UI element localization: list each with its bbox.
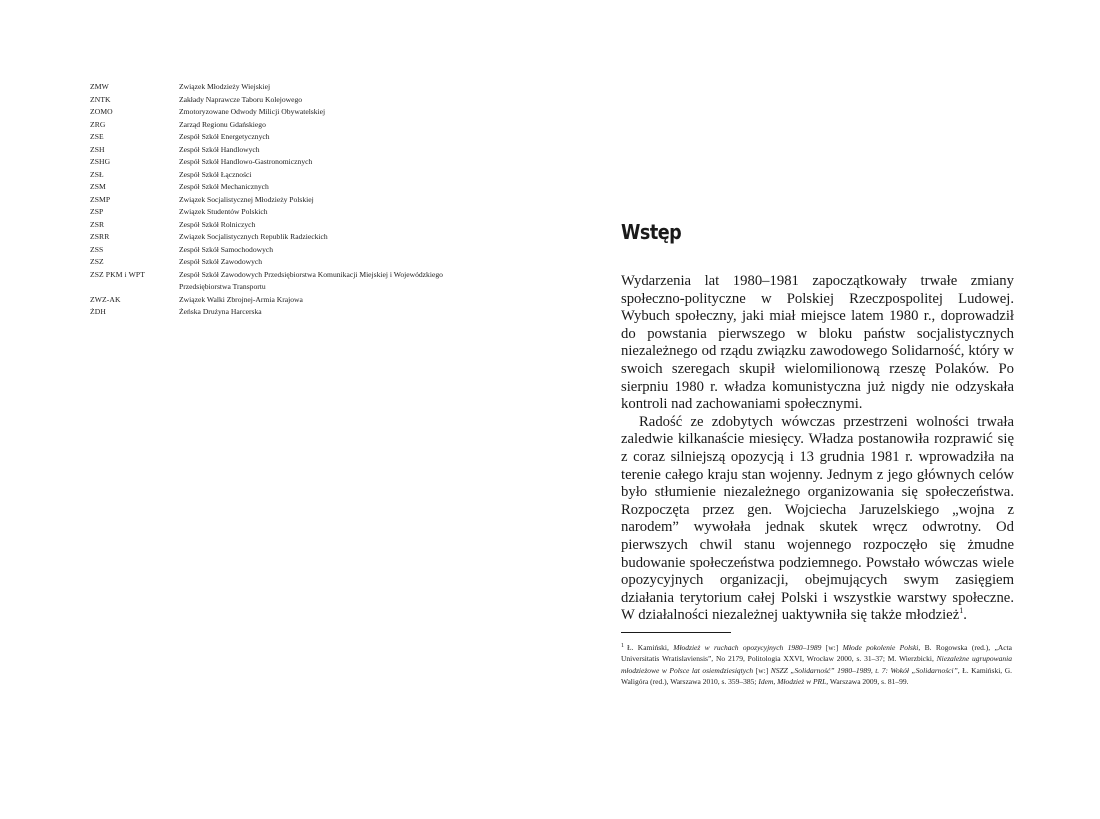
abbreviation-code: ZMW — [90, 82, 109, 91]
footnote-italic-segment: Młodzież w PRL — [777, 676, 827, 686]
abbreviation-row — [90, 169, 510, 182]
right-page — [550, 0, 1100, 819]
abbreviation-code: ZRG — [90, 119, 106, 129]
footnote-italic-segment: Niezależne ugrupowania młodzieżowe w Polsce lat osiemdziesiątych — [621, 654, 1012, 675]
abbreviation-definition — [179, 219, 510, 232]
footnote-segment: , Ł. Kamiński, G. Waligóra (red.), Warszawa 2010, s. 359–385; — [621, 665, 1012, 686]
paragraph-2 — [621, 414, 1014, 625]
abbreviation-definition-text: Związek Socjalistycznej Młodzieży Polskiej — [179, 194, 314, 204]
footnote-italic-segment: NSZZ „Solidarność” 1980–1989, t. 7: Wokół „Solidarności” — [770, 665, 958, 675]
footnote-number: 1 — [621, 642, 624, 649]
abbreviation-row — [90, 306, 510, 319]
abbreviation-definition — [179, 119, 510, 132]
abbreviation-code: ZSH — [90, 144, 105, 154]
abbreviation-definition — [179, 94, 510, 107]
footnote-segment: [w:] — [821, 643, 843, 652]
abbreviation-definition — [179, 256, 510, 269]
abbreviation-definition-text: Zespół Szkół Łączności — [179, 169, 252, 179]
abbreviation-definition-text: Zespół Szkół Mechanicznych — [179, 182, 269, 191]
footnote-segment: , B. Rogowska (red.), „Acta Universitatis Wratislaviensis”, No 2179, Politologia XXVI, Wrocław 2000, s. 31–37; M. Wierzbicki, — [621, 643, 1013, 664]
abbreviation-definition-text: Żeńska Drużyna Harcerska — [179, 307, 262, 316]
abbreviation-list — [90, 81, 510, 319]
abbreviation-code: ZSZ — [90, 257, 104, 266]
abbreviation-definition — [179, 306, 510, 319]
abbreviation-code: ŻDH — [90, 307, 106, 316]
footnote-text — [621, 643, 1012, 686]
footnote-italic-segment: Młode pokolenie Polski — [842, 643, 919, 652]
abbreviation-row — [90, 144, 510, 157]
abbreviation-code: ZSR — [90, 219, 105, 229]
abbreviation-definition-continuation: Przedsiębiorstwa Transportu — [179, 282, 266, 291]
abbreviation-row — [90, 206, 510, 219]
abbreviation-row — [90, 119, 510, 132]
abbreviation-definition-text: Zespół Szkół Zawodowych Przedsiębiorstwa Komunikacji Miejskiej i Wojewódzkiego — [179, 269, 443, 279]
paragraph-1: Wydarzenia lat 1980–1981 zapoczątkowały trwałe zmiany społeczno-polityczne w Polskiej Rzeczpospolitej Ludowej. Wybuch społeczny, jaki miał miejsce latem 1980 r., doprowadził do powstania pierwszego w bloku państw socjalistycznych niezależnego od rządu związku zawodowego Solidarność, który w swoich szeregach skupił wielomilionową rzeszę Polaków. Po sierpniu 1980 r. władza komunistyczna już nigdy nie odzyskała kontroli nad zachowaniami społecznymi. — [621, 273, 1014, 413]
paragraph-2-end: . — [963, 607, 967, 624]
footnote-segment: [w:] — [753, 665, 771, 675]
abbreviation-code: ZSHG — [90, 157, 111, 166]
abbreviation-code: ZNTK — [90, 94, 111, 104]
abbreviation-definition — [179, 294, 510, 307]
abbreviation-definition — [179, 206, 510, 219]
abbreviation-definition-text: Związek Socjalistycznych Republik Radzieckich — [179, 232, 328, 241]
footnote-italic-segment: Idem — [758, 676, 774, 686]
abbreviation-code: ZSMP — [90, 194, 111, 204]
abbreviation-definition — [179, 131, 510, 144]
abbreviation-definition — [179, 181, 510, 194]
abbreviation-definition — [179, 194, 510, 207]
abbreviation-row — [90, 219, 510, 232]
footnote-segment: , — [773, 676, 778, 686]
abbreviation-row — [90, 231, 510, 244]
abbreviation-code: ZSŁ — [90, 169, 104, 179]
abbreviation-row — [90, 131, 510, 144]
abbreviation-definition — [179, 106, 510, 119]
abbreviation-definition-text: Zespół Szkół Handlowych — [179, 144, 260, 154]
footnote-italic-segment: Młodzież w ruchach opozycyjnych 1980–1989 — [673, 643, 822, 652]
abbreviation-row — [90, 106, 510, 119]
abbreviation-code: ZSM — [90, 182, 106, 191]
abbreviation-definition-text: Zespół Szkół Energetycznych — [179, 132, 270, 141]
abbreviation-code: ZSP — [90, 207, 104, 216]
abbreviation-code: ZSS — [90, 244, 104, 254]
abbreviation-row — [90, 156, 510, 169]
abbreviation-definition — [179, 144, 510, 157]
abbreviation-definition — [179, 244, 510, 257]
abbreviation-definition-text: Zespół Szkół Handlowo-Gastronomicznych — [179, 157, 313, 166]
chapter-title: Wstęp — [621, 220, 682, 244]
abbreviation-definition-text: Zmotoryzowane Odwody Milicji Obywatelskiej — [179, 107, 326, 116]
paragraph-2-text: Radość ze zdobytych wówczas przestrzeni wolności trwała zaledwie kilkanaście miesięcy. Władza postanowiła rozprawić się z coraz silniejszą opozycją i 13 grudnia 1981 r. wprowadziła na terenie całego kraju stan wojenny. Jednym z jego głównych celów było stłumienie niezależnego organizowania się społeczeństwa. Rozpoczęta przez gen. Wojciecha Jaruzelskiego „wojna z narodem” wywołała jednak skutek wręcz odwrotny. Od pierwszych chwil stanu wojennego rozpoczęło się żmudne budowanie społeczeństwa podziemnego. Powstało wówczas wiele opozycyjnych organizacji, obejmujących swym zasięgiem działania terytorium całej Polski i wszystkie warstwy społeczne. W działalności niezależnej uaktywniła się także młodzież — [621, 413, 1014, 624]
abbreviation-definition-text: Zarząd Regionu Gdańskiego — [179, 119, 266, 129]
footnote-divider — [621, 632, 731, 633]
chapter-body — [621, 273, 1014, 625]
abbreviation-row — [90, 81, 510, 94]
footnote-segment: , Warszawa 2009, s. 81–99. — [826, 676, 909, 686]
abbreviation-code: ZSE — [90, 132, 104, 141]
footnote-segment: Ł. Kamiński, — [627, 643, 674, 652]
abbreviation-row — [90, 269, 510, 294]
abbreviation-definition-text: Związek Studentów Polskich — [179, 207, 268, 216]
abbreviation-row — [90, 256, 510, 269]
abbreviation-definition-text: Zakłady Naprawcze Taboru Kolejowego — [179, 94, 303, 104]
abbreviation-definition-text: Związek Młodzieży Wiejskiej — [179, 82, 271, 91]
footnote-reference[interactable]: 1 — [959, 606, 964, 616]
footnote — [621, 642, 1012, 687]
abbreviation-definition-text: Zespół Szkół Samochodowych — [179, 244, 274, 254]
abbreviation-code: ZSRR — [90, 232, 110, 241]
abbreviation-row — [90, 94, 510, 107]
abbreviation-definition-text: Zespół Szkół Zawodowych — [179, 257, 263, 266]
abbreviation-definition — [179, 156, 510, 169]
abbreviation-definition — [179, 269, 510, 294]
abbreviation-definition-text: Związek Walki Zbrojnej-Armia Krajowa — [179, 294, 303, 304]
abbreviation-definition-text: Zespół Szkół Rolniczych — [179, 219, 256, 229]
abbreviation-row — [90, 244, 510, 257]
abbreviation-definition — [179, 169, 510, 182]
abbreviation-definition — [179, 231, 510, 244]
abbreviation-definition — [179, 81, 510, 94]
abbreviation-code: ZOMO — [90, 107, 113, 116]
abbreviation-row — [90, 181, 510, 194]
abbreviation-row — [90, 294, 510, 307]
abbreviation-row — [90, 194, 510, 207]
abbreviation-code: ZSZ PKM i WPT — [90, 269, 145, 279]
abbreviation-code: ZWZ-AK — [90, 294, 121, 304]
